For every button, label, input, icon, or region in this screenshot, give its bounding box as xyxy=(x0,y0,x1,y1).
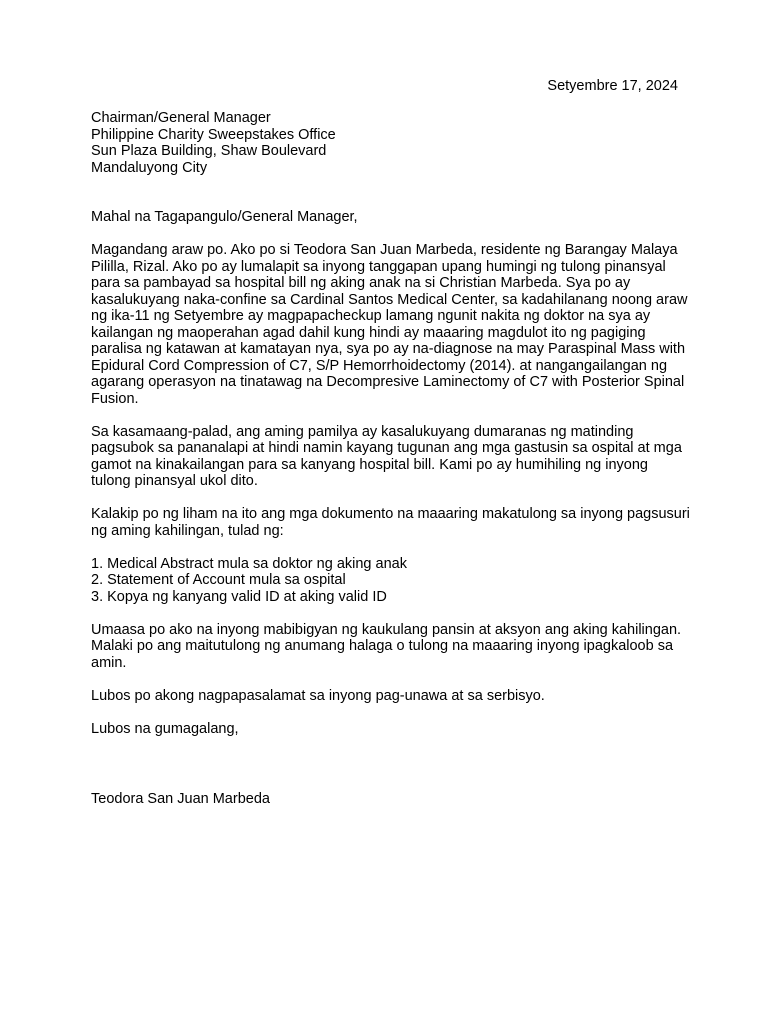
recipient-office: Philippine Charity Sweepstakes Office xyxy=(91,126,336,143)
recipient-city: Mandaluyong City xyxy=(91,159,208,176)
paragraph-financial-situation: Sa kasamaang-palad, ang aming pamilya ay kasalukuyang dumaranas ng matinding pagsubok sa pananalapi at hindi namin kayang tugunan ang mga gastusin sa ospital at mga gamot na kinakailangan para sa kanyang hospital bill. Kami po ay humihiling ng inyong tulong pinansyal ukol dito. xyxy=(91,423,682,489)
paragraph-thanks: Lubos po akong nagpapasalamat sa inyong pag-unawa at sa serbisyo. xyxy=(91,687,545,704)
paragraph-attachments: Kalakip po ng liham na ito ang mga dokumento na maaaring makatulong sa inyong pagsusuri ng aming kahilingan, tulad ng: xyxy=(91,506,690,539)
signature-name: Teodora San Juan Marbeda xyxy=(91,791,270,807)
enclosure-list xyxy=(91,556,691,606)
recipient-street: Sun Plaza Building, Shaw Boulevard xyxy=(91,143,327,159)
paragraph-request: Umaasa po ako na inyong mabibigyan ng kaukulang pansin at aksyon ang aking kahilingan. Malaki po ang maitutulong ng anumang halaga o tulong na maaaring inyong ipagkaloob sa amin. xyxy=(91,621,682,671)
letter-body xyxy=(91,110,691,808)
enclosure-item: 3. Kopya ng kanyang valid ID at aking valid ID xyxy=(91,588,387,605)
enclosure-item: 2. Statement of Account mula sa ospital xyxy=(91,572,346,588)
recipient-title: Chairman/General Manager xyxy=(91,110,271,126)
closing-line: Lubos na gumagalang, xyxy=(91,720,239,737)
recipient-address xyxy=(91,110,691,176)
letter-date: Setyembre 17, 2024 xyxy=(547,78,678,94)
enclosure-item: 1. Medical Abstract mula sa doktor ng aking anak xyxy=(91,555,407,572)
paragraph-introduction: Magandang araw po. Ako po si Teodora San Juan Marbeda, residente ng Barangay Malaya Pililla, Rizal. Ako po ay lumalapit sa inyong tanggapan upang humingi ng tulong pinansyal para sa pambayad sa hospital bill ng aking anak na si Christian Marbeda. Sya po ay kasalukuyang naka-confine sa Cardinal Santos Medical Center, sa kadahilanang noong araw ng ika-11 ng Setyembre ay magpapacheckup lamang ngunit nakita ng doktor na sya ay kailangan ng maoperahan agad dahil kung hindi ay maaaring magdulot ito ng pagiging paralisa ng katawan at kamatayan nya, sya po ay na-diagnose na may Paraspinal Mass with Epidural Cord Compression of C7, S/P Hemorrhoidectomy (2014). at nangangailangan ng agarang operasyon na tinatawag na Decompresive Laminectomy of C7 with Posterior Spinal Fusion. xyxy=(91,242,688,407)
salutation: Mahal na Tagapangulo/General Manager, xyxy=(91,209,358,225)
